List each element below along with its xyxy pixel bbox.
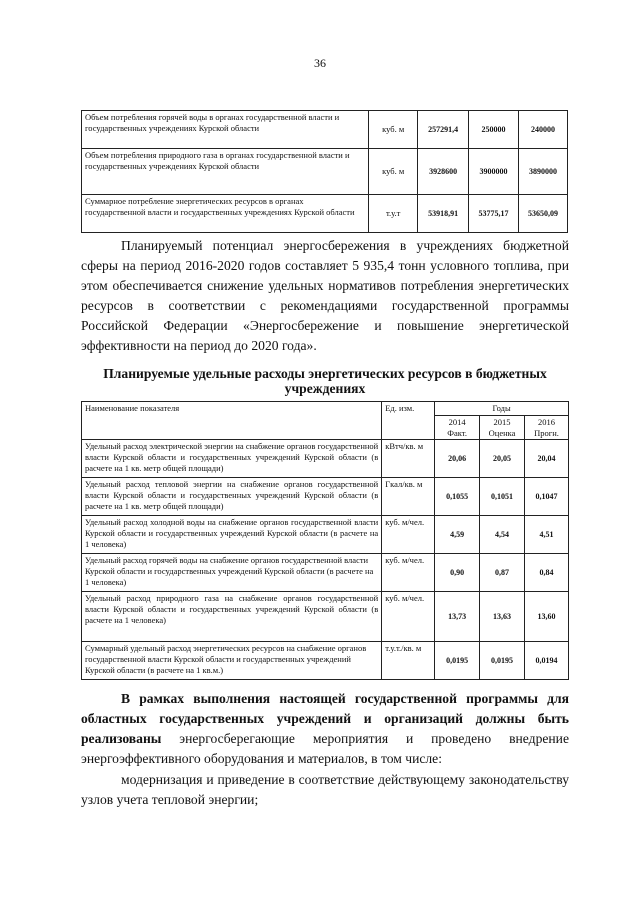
table-row <box>82 149 568 195</box>
row-value: 13,60 <box>525 592 569 642</box>
table-row <box>82 195 568 233</box>
header-unit: Ед. изм. <box>382 402 435 440</box>
paragraph-rest: энергосберегающие мероприятия и проведено внедрение энергоэффективного оборудования и материалов, в том числе: <box>81 731 569 766</box>
table-row <box>82 516 569 554</box>
row-unit: куб. м/чел. <box>382 516 435 554</box>
year-header <box>480 416 525 440</box>
row-value: 0,90 <box>435 554 480 592</box>
row-unit: куб. м/чел. <box>382 592 435 642</box>
table-row <box>82 111 568 149</box>
row-value: 0,0195 <box>435 642 480 680</box>
year-note: Факт. <box>447 427 467 438</box>
table-header-row <box>82 402 569 416</box>
table-row <box>82 554 569 592</box>
row-value: 13,73 <box>435 592 480 642</box>
row-unit: куб. м <box>369 149 418 195</box>
row-value: 0,1055 <box>435 478 480 516</box>
row-unit: кВтч/кв. м <box>382 440 435 478</box>
year-note: Прогн. <box>534 427 559 438</box>
row-value: 20,05 <box>480 440 525 478</box>
row-value: 3928600 <box>418 149 469 195</box>
row-value: 53918,91 <box>418 195 469 233</box>
row-name: Объем потребления горячей воды в органах государственной власти и государственных учреждениях Курской области <box>82 111 369 149</box>
row-value: 4,59 <box>435 516 480 554</box>
row-name: Объем потребления природного газа в органах государственной власти и государственных учреждениях Курской области <box>82 149 369 195</box>
header-years: Годы <box>435 402 569 416</box>
header-name: Наименование показателя <box>82 402 382 440</box>
row-unit: Гкал/кв. м <box>382 478 435 516</box>
row-value: 3890000 <box>519 149 568 195</box>
row-value: 0,1047 <box>525 478 569 516</box>
paragraph-program-measures <box>81 689 569 769</box>
row-name: Суммарное потребление энергетических ресурсов в органах государственной власти и государственных учреждениях Курской области <box>82 195 369 233</box>
row-name: Суммарный удельный расход энергетических ресурсов на снабжение органов государственной власти Курской области и государственных учреждений Курской области (в расчете на 1 кв.м.) <box>82 642 382 680</box>
row-value: 53650,09 <box>519 195 568 233</box>
specific-consumption-table <box>81 401 569 680</box>
table-row <box>82 642 569 680</box>
row-value: 53775,17 <box>469 195 519 233</box>
row-unit: куб. м/чел. <box>382 554 435 592</box>
row-name: Удельный расход электрической энергии на снабжение органов государственной власти Курской области и государственных учреждений Курской области (в расчете на 1 кв. метр общей площади) <box>82 440 382 478</box>
year: 2014 <box>448 417 466 427</box>
row-value: 4,51 <box>525 516 569 554</box>
row-name: Удельный расход тепловой энергии на снабжение органов государственной власти Курской области и государственных учреждений Курской области (в расчете на 1 кв. метр общей площади) <box>82 478 382 516</box>
row-value: 250000 <box>469 111 519 149</box>
row-value: 0,0195 <box>480 642 525 680</box>
row-value: 240000 <box>519 111 568 149</box>
year: 2016 <box>538 417 555 427</box>
year-header <box>525 416 569 440</box>
row-value: 20,06 <box>435 440 480 478</box>
row-value: 20,04 <box>525 440 569 478</box>
row-name: Удельный расход горячей воды на снабжение органов государственной власти Курской области и государственных учреждений Курской области (в расчете на 1 человека) <box>82 554 382 592</box>
table-row <box>82 478 569 516</box>
row-value: 4,54 <box>480 516 525 554</box>
table-row <box>82 592 569 642</box>
table-row <box>82 440 569 478</box>
paragraph-list-item: модернизация и приведение в соответствие действующему законодательству узлов учета тепловой энергии; <box>81 772 569 807</box>
row-value: 257291,4 <box>418 111 469 149</box>
row-unit: куб. м <box>369 111 418 149</box>
row-name: Удельный расход холодной воды на снабжение органов государственной власти Курской области и государственных учреждений Курской области (в расчете на 1 человека) <box>82 516 382 554</box>
row-value: 0,87 <box>480 554 525 592</box>
row-name: Удельный расход природного газа на снабжение органов государственной власти Курской области и государственных учреждений Курской области (в расчете на 1 человека) <box>82 592 382 642</box>
row-value: 0,1051 <box>480 478 525 516</box>
paragraph-bold-lead: В рамках выполнения настоящей государственной программы для областных государственных учреждений и организаций должны быть реализованы <box>81 691 569 746</box>
row-unit: т.у.т <box>369 195 418 233</box>
paragraph-energy-potential: Планируемый потенциал энергосбережения в учреждениях бюджетной сферы на период 2016-2020 годов составляет 5 935,4 тонн условного топлива, при этом обеспечивается снижение удельных нормативов потребления энергетических ресурсов в соответствии с рекомендациями государственной программы Российской Федерации «Энергосбережение и повышение энергетической эффективности на период до 2020 года». <box>81 238 569 353</box>
year-note: Оценка <box>488 427 516 438</box>
year: 2015 <box>493 417 511 427</box>
consumption-table <box>81 110 568 233</box>
row-unit: т.у.т./кв. м <box>382 642 435 680</box>
page-number: 36 <box>314 56 326 70</box>
table-title: Планируемые удельные расходы энергетических ресурсов в бюджетных учреждениях <box>103 366 547 396</box>
row-value: 13,63 <box>480 592 525 642</box>
row-value: 0,0194 <box>525 642 569 680</box>
row-value: 3900000 <box>469 149 519 195</box>
year-header <box>435 416 480 440</box>
row-value: 0,84 <box>525 554 569 592</box>
